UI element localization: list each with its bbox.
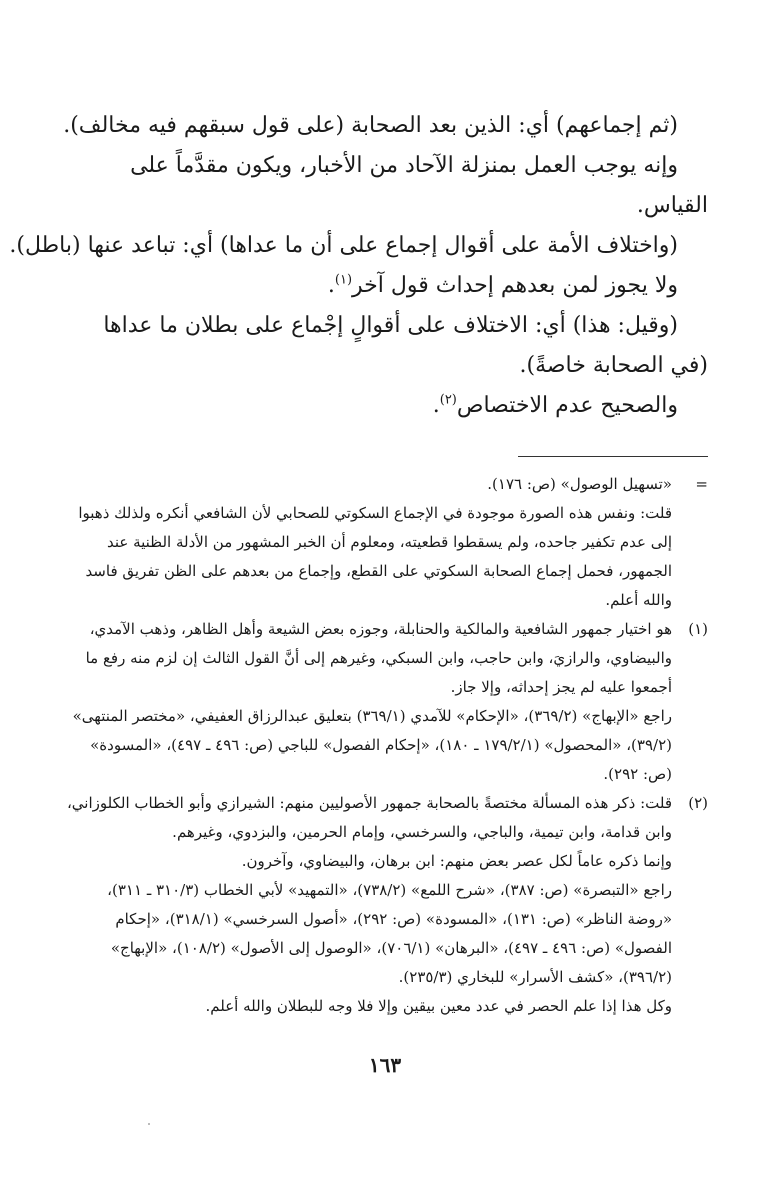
footnote-1-line-2: راجع «الإبهاج» (٣٦٩/٢)، «الإحكام» للآمدي (٣٦٩/١) بتعليق عبدالرزاق العفيفي، «مختصر المنتهى» (٣٩/٢)، «المحصول» (١٧٩/٢/١ ـ ١٨٠)، «إحكام الفصول» للباجي (ص: ٤٩٦ ـ ٤٩٧)، «المسودة» (ص: ٢٩٢). [72, 707, 672, 783]
footnote-ref-1: (١) [334, 272, 353, 288]
paragraph-6 [58, 386, 708, 426]
footnote-continuation [60, 470, 708, 615]
paragraph-4-end: . [327, 273, 335, 298]
paragraph-5-line-2: (في الصحابة خاصةً). [519, 353, 708, 378]
paragraph-2-line-1: وإنه يوجب العمل بمنزلة الآحاد من الأخبار، ويكون مقدَّماً على [130, 153, 678, 178]
page-number: ١٦٣ [368, 1053, 402, 1077]
main-text [9, 106, 708, 426]
footnote-continuation-line-1: «تسهيل الوصول» (ص: ١٧٦). [487, 475, 672, 493]
paragraph-4-text: ولا يجوز لمن بعدهم إحداث قول آخر [352, 273, 678, 298]
paragraph-3: (واختلاف الأمة على أقوال إجماع على أن ما عداها) أي: تباعد عنها (باطل). [9, 233, 678, 258]
footnote-2-line-3: راجع «التبصرة» (ص: ٣٨٧)، «شرح اللمع» (٧٣٨/٢)، «التمهيد» لأبي الخطاب (٣١٠/٣ ـ ٣١١)، «روضة الناظر» (ص: ١٣١)، «المسودة» (ص: ٢٩٢)، «أصول السرخسي» (٣١٨/١)، «إحكام الفصول» (ص: ٤٩٦ ـ ٤٩٧)، «البرهان» (٧٠٦/١)، «الوصول إلى الأصول» (١٠٨/٢)، «الإبهاج» (٣٩٦/٢)، «كشف الأسرار» للبخاري (٢٣٥/٣). [107, 881, 672, 986]
paragraph-2-line-2: القياس. [636, 193, 708, 218]
paragraph-1: (ثم إجماعهم) أي: الذين بعد الصحابة (على قول سبقهم فيه مخالف). [63, 113, 678, 138]
footnote-2-line-4: وكل هذا إذا علم الحصر في عدد معين بيقين وإلا فلا وجه للبطلان والله أعلم. [205, 997, 672, 1015]
footnote-continuation-mark: = [695, 475, 708, 493]
footnote-continuation-line-2: قلت: ونفس هذه الصورة موجودة في الإجماع السكوتي للصحابي لأن الشافعي أنكره ولذلك ذهبوا إلى عدم تكفير جاحده، ولم يسقطوا قطعيته، ومعلوم أن الخبر المشهور من الأدلة الظنية عند الجمهور، فحمل إجماع الصحابة السكوتي على القطع، وإجماع من بعدهم على الظن تفريق فاسد والله أعلم. [78, 504, 672, 609]
footnote-1-mark: (١) [688, 620, 708, 638]
footnote-2-mark: (٢) [688, 794, 708, 812]
footnote-2-line-2: وإنما ذكره عاماً لكل عصر بعض منهم: ابن برهان، والبيضاوي، وآخرون. [241, 852, 672, 870]
paragraph-6-text: والصحيح عدم الاختصاص [456, 393, 678, 418]
footnotes [60, 470, 708, 1021]
footnote-1-line-1: هو اختيار جمهور الشافعية والمالكية والحنابلة، وجوزه بعض الشيعة وأهل الظاهر، وذهب الآمدي، والبيضاوي، والرازيَ، وابن حاجب، وابن السبكي، وغيرهم إلى أنَّ القول الثالث إن لزم منه رفع ما أجمعوا عليه لم يجز إحداثه، وإلا جاز. [85, 620, 672, 696]
footnote-1 [60, 615, 708, 789]
paragraph-5-line-1: (وقيل: هذا) أي: الاختلاف على أقوالٍ إجْماع على بطلان ما عداها [103, 313, 678, 338]
footnote-ref-2: (٢) [439, 392, 457, 408]
paragraph-4 [58, 266, 708, 306]
footnote-2-line-1: قلت: ذكر هذه المسألة مختصةً بالصحابة جمهور الأصوليين منهم: الشيرازي وأبو الخطاب الكلوزاني، وابن قدامة، وابن تيمية، والباجي، والسرخسي، وإمام الحرمين، والبزدوي، وغيرهم. [66, 794, 672, 841]
footnote-separator [518, 456, 708, 457]
paragraph-6-end: . [432, 393, 440, 418]
scan-speck [148, 1123, 150, 1125]
footnote-2 [60, 789, 708, 1021]
